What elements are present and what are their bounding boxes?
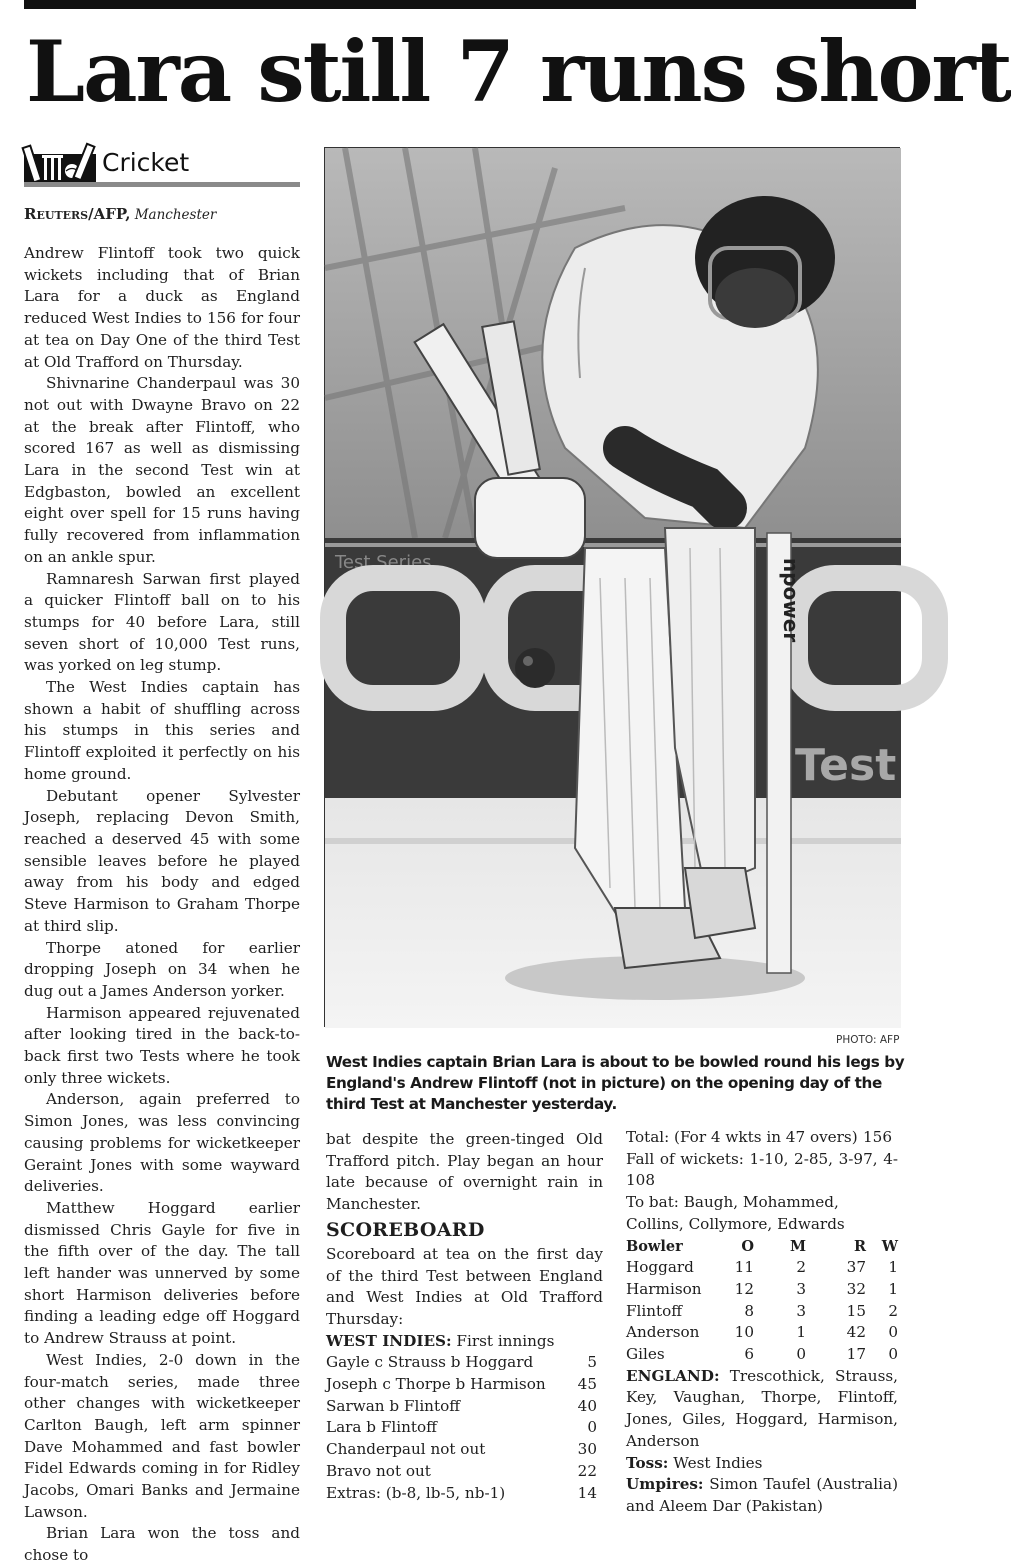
article-paragraph: Andrew Flintoff took two quick wickets including that of Brian Lara for a duck as England reduced West Indies to 156 for four at tea on Day One of the third Test at Old Trafford on Thursday.	[24, 244, 300, 371]
article-continuation: bat despite the green-tinged Old Trafford pitch. Play began an hour late because of overnight rain in Manchester.	[326, 1130, 603, 1214]
board-test-text: Test	[795, 740, 897, 791]
batting-row	[326, 1352, 603, 1374]
article-paragraph: Thorpe atoned for earlier dropping Joseph on 34 when he dug out a James Anderson yorker.	[24, 938, 300, 1000]
bowler-runs: 15	[846, 1301, 866, 1320]
article-paragraph: Ramnaresh Sarwan first played a quicker Flintoff ball on to his stumps for 40 before Lara, still seven short of 10,000 Test runs, was yorked on leg stump.	[24, 569, 300, 675]
batting-row	[326, 1461, 603, 1483]
section-rule	[24, 182, 300, 187]
cricket-logo-icon	[24, 144, 96, 184]
bowling-row	[626, 1301, 898, 1323]
umpires	[626, 1474, 898, 1517]
batting-row	[326, 1396, 603, 1418]
header-overs: O	[741, 1237, 754, 1255]
bowler-name: Hoggard	[626, 1258, 694, 1277]
article-paragraph: The West Indies captain has shown a habit of shuffling across his stumps in this series and Flintoff exploited it perfectly on his home ground.	[24, 678, 300, 783]
batter-name: Gayle c Strauss b Hoggard	[326, 1353, 534, 1372]
bowler-runs: 17	[846, 1345, 866, 1364]
byline	[24, 205, 216, 223]
batting-row	[326, 1483, 603, 1505]
byline-agency: Reuters/AFP,	[24, 205, 131, 223]
batter-name: Joseph c Thorpe b Harmison	[326, 1375, 546, 1394]
total-label: Total: (For 4 wkts in 47 overs)	[626, 1128, 858, 1146]
bowler-wickets: 0	[888, 1323, 898, 1342]
section-label: Cricket	[102, 148, 190, 177]
article-paragraph: Debutant opener Sylvester Joseph, replacing Devon Smith, reached a deserved 45 with some sensible leaves before he played away from his body and edged Steve Harmison to Graham Thorpe at third slip.	[24, 786, 300, 935]
article-paragraph: Harmison appeared rejuvenated after looking tired in the back-to-back first two Tests where he took only three wickets.	[24, 1003, 300, 1087]
bowler-wickets: 1	[888, 1258, 898, 1277]
toss-winner: West Indies	[668, 1453, 763, 1472]
bowler-overs: 11	[734, 1258, 754, 1277]
bowler-maidens: 2	[796, 1258, 806, 1277]
batter-runs: 22	[577, 1461, 597, 1480]
news-photo	[324, 147, 900, 1027]
bowler-name: Anderson	[626, 1323, 700, 1342]
to-bat: To bat: Baugh, Mohammed, Collins, Collymore, Edwards	[626, 1193, 845, 1233]
batter-runs: 30	[577, 1440, 597, 1459]
total-value: 156	[863, 1128, 892, 1146]
bowler-overs: 10	[734, 1323, 754, 1342]
bowling-header	[626, 1236, 898, 1258]
bowler-wickets: 2	[888, 1301, 898, 1320]
bowler-runs: 32	[846, 1279, 866, 1298]
byline-place: Manchester	[134, 207, 217, 223]
toss	[626, 1453, 898, 1475]
article-paragraph: Brian Lara won the toss and chose to	[24, 1524, 300, 1565]
headline: Lara still 7 runs short	[26, 22, 1011, 121]
innings-rest: First innings	[451, 1331, 555, 1350]
article-paragraph: Anderson, again preferred to Simon Jones, was less convincing causing problems for wicketkeeper Geraint Jones with some wayward deliveries.	[24, 1090, 300, 1196]
bowler-overs: 12	[734, 1279, 754, 1298]
svg-text:Test Series: Test Series	[335, 552, 432, 573]
article-column-1	[24, 243, 300, 1565]
bowler-maidens: 1	[796, 1323, 806, 1342]
scoreboard-intro: Scoreboard at tea on the first day of the third Test between England and West Indies at Old Trafford Thursday:	[326, 1244, 603, 1328]
batting-row	[326, 1374, 603, 1396]
batter-name: Chanderpaul not out	[326, 1440, 486, 1459]
photo-caption: West Indies captain Brian Lara is about to be bowled round his legs by England's Andrew Flintoff (not in picture) on the opening day of the third Test at Manchester yesterday.	[326, 1053, 905, 1113]
section-header	[24, 142, 300, 186]
umpires-label: Umpires:	[626, 1475, 704, 1494]
top-rule	[24, 0, 916, 9]
article-paragraph: Matthew Hoggard earlier dismissed Chris Gayle for five in the fifth over of the day. The tall left hander was unnerved by some short Harmison deliveries before finding a leading edge off Hoggard to Andrew Strauss at point.	[24, 1198, 300, 1348]
photo-credit: PHOTO: AFP	[836, 1034, 900, 1046]
england-players: Trescothick, Strauss, Key, Vaughan, Thorpe, Flintoff, Jones, Giles, Hoggard, Harmison, Anderson	[626, 1366, 898, 1450]
batter-name: Lara b Flintoff	[326, 1418, 437, 1437]
bowler-maidens: 3	[796, 1279, 806, 1298]
bowler-overs: 6	[744, 1345, 754, 1364]
batting-row	[326, 1439, 603, 1461]
england-label: ENGLAND:	[626, 1366, 720, 1385]
header-runs: R	[853, 1237, 866, 1255]
article-column-2	[326, 1129, 603, 1502]
batter-name: Sarwan b Flintoff	[326, 1396, 461, 1415]
batsman-photo-illustration	[325, 148, 901, 1028]
bowler-runs: 37	[846, 1258, 866, 1277]
article-paragraph: Shivnarine Chanderpaul was 30 not out with Dwayne Bravo on 22 at the break after Flintoff, who scored 167 as well as dismissing Lara in the second Test win at Edgbaston, bowled an excellent eight over spell for 15 runs having fully recovered from inflammation on an ankle spur.	[24, 374, 300, 566]
bowler-overs: 8	[744, 1301, 754, 1320]
batter-runs: 45	[577, 1375, 597, 1394]
header-wickets: W	[881, 1237, 898, 1255]
toss-label: Toss:	[626, 1453, 669, 1472]
batter-runs: 0	[587, 1418, 597, 1437]
bowling-row	[626, 1322, 898, 1344]
bowler-wickets: 0	[888, 1345, 898, 1364]
batter-runs: 40	[577, 1396, 597, 1415]
bowler-runs: 42	[846, 1323, 866, 1342]
bowling-row	[626, 1257, 898, 1279]
bowler-wickets: 1	[888, 1279, 898, 1298]
header-bowler: Bowler	[626, 1237, 683, 1255]
fall-of-wickets: Fall of wickets: 1-10, 2-85, 3-97, 4-108	[626, 1149, 898, 1190]
batter-name: Extras: (b-8, lb-5, nb-1)	[326, 1483, 506, 1502]
bowler-name: Giles	[626, 1345, 665, 1364]
scoreboard-title: SCOREBOARD	[326, 1218, 485, 1241]
bowler-maidens: 3	[796, 1301, 806, 1320]
total-row	[626, 1127, 898, 1149]
umpires-names: Simon Taufel (Australia) and Aleem Dar (Pakistan)	[626, 1475, 898, 1515]
bowler-name: Flintoff	[626, 1301, 683, 1320]
batter-runs: 5	[587, 1353, 597, 1372]
header-maidens: M	[789, 1237, 806, 1255]
batter-name: Bravo not out	[326, 1461, 431, 1480]
scoreboard-column-3	[626, 1127, 898, 1515]
batting-row	[326, 1417, 603, 1439]
bowler-maidens: 0	[796, 1345, 806, 1364]
bowling-row	[626, 1279, 898, 1301]
innings-heading	[326, 1331, 603, 1353]
batter-runs: 14	[577, 1483, 597, 1502]
innings-label: WEST INDIES:	[326, 1331, 452, 1350]
article-paragraph: West Indies, 2-0 down in the four-match series, made three other changes with wicketkeeper Carlton Baugh, left arm spinner Dave Mohammed and fast bowler Fidel Edwards coming in for Ridley Jacobs, Omari Banks and Jermaine Lawson.	[24, 1350, 300, 1521]
bowling-row	[626, 1344, 898, 1366]
stump-sponsor-text: npower	[779, 558, 803, 643]
bowler-name: Harmison	[626, 1279, 702, 1298]
england-team	[626, 1366, 898, 1453]
